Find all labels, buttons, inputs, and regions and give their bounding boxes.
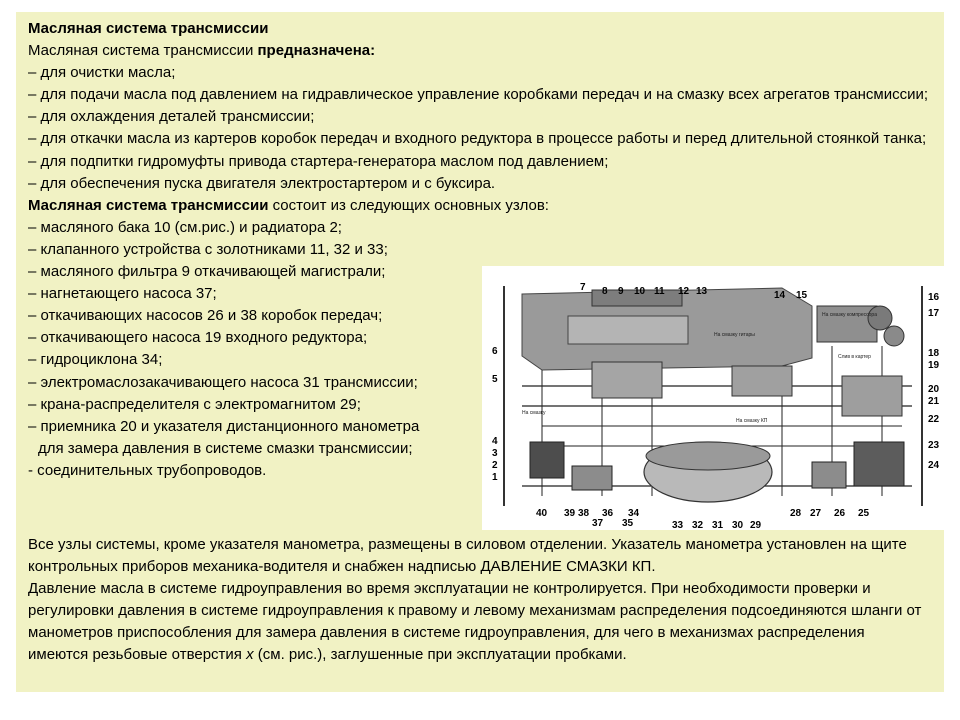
unit-item: – откачивающего насоса 19 входного редуктора; <box>28 329 368 347</box>
pressure-text-a: Давление масла в системе гидроуправления во время эксплуатации не контролируется. При необходимости проверки и регулировки давления в системе гидроуправления к правому и левому механизмам распределения подсоединяются шланги от манометров приспособления для замера давления в системе гидроуправления, для чего в механизмах распределения имеются резьбовые отверстия <box>28 580 922 664</box>
callout-label: 33 <box>672 520 684 530</box>
callout-label: 19 <box>928 360 940 371</box>
unit-item: – нагнетающего насоса 37; <box>28 285 217 303</box>
callout-label: 22 <box>928 414 940 425</box>
purpose-item: – для очистки масла; <box>28 64 176 82</box>
callout-label: 9 <box>618 286 624 297</box>
paragraph-placement: Все узлы системы, кроме указателя манометра, размещены в силовом отделении. Указатель манометра установлен на щите контрольных приборов механика-водителя и снабжен надписью ДАВЛЕНИЕ СМАЗКИ КП. <box>28 536 907 576</box>
callout-label: 34 <box>628 508 640 519</box>
unit-item: – крана-распределителя с электромагнитом 29; <box>28 395 361 413</box>
callout-label: 23 <box>928 440 940 451</box>
callout-label: 30 <box>732 520 744 530</box>
diagram-caption: На смазку компрессора <box>822 312 877 318</box>
intro-line <box>28 40 928 62</box>
composition-bold: Масляная система трансмиссии <box>28 196 269 214</box>
callout-label: 12 <box>678 286 690 297</box>
callout-label: 36 <box>602 508 614 519</box>
unit-item: – приемника 20 и указателя дистанционного манометра <box>28 417 420 435</box>
purpose-item: – для охлаждения деталей трансмиссии; <box>28 108 315 126</box>
callout-label: 24 <box>928 460 940 471</box>
paragraph-pressure <box>28 578 928 666</box>
callout-label: 4 <box>492 436 498 447</box>
callout-label: 25 <box>858 508 870 519</box>
callout-label: 40 <box>536 508 548 519</box>
callout-label: 18 <box>928 348 940 359</box>
callout-label: 7 <box>580 282 586 293</box>
callout-label: 31 <box>712 520 724 530</box>
callout-label: 28 <box>790 508 802 519</box>
diagram-caption: На смазку <box>522 410 546 416</box>
diagram-svg <box>482 266 944 530</box>
pressure-text-italic: х <box>246 646 254 664</box>
bottom-text <box>28 534 928 667</box>
unit-item: – масляного бака 10 (см.рис.) и радиатора 2; <box>28 218 342 236</box>
callout-label: 14 <box>774 290 786 301</box>
unit-item: – масляного фильтра 9 откачивающей магистрали; <box>28 263 386 281</box>
callout-label: 21 <box>928 396 940 407</box>
callout-label: 1 <box>492 472 498 483</box>
purpose-item: – для откачки масла из картеров коробок передач и входного редуктора в процессе работы и перед длительной стоянкой танка; <box>28 130 927 148</box>
callout-label: 35 <box>622 518 634 529</box>
unit-item: для замера давления в системе смазки трансмиссии; <box>38 439 413 457</box>
unit-item: – клапанного устройства с золотниками 11, 32 и 33; <box>28 240 388 258</box>
callout-label: 13 <box>696 286 708 297</box>
unit-item: – электромаслозакачивающего насоса 31 трансмиссии; <box>28 373 418 391</box>
slide-title: Масляная система трансмиссии <box>28 20 269 37</box>
callout-label: 26 <box>834 508 846 519</box>
callout-label: 5 <box>492 374 498 385</box>
callout-label: 38 <box>578 508 590 519</box>
diagram-caption: Слив в картер <box>838 354 871 360</box>
oil-system-diagram <box>482 266 944 530</box>
callout-label: 2 <box>492 460 498 471</box>
pressure-text-b: (см. рис.), заглушенные при эксплуатации пробками. <box>253 646 627 664</box>
callout-label: 27 <box>810 508 822 519</box>
callout-label: 32 <box>692 520 704 530</box>
purpose-item: – для обеспечения пуска двигателя электростартером и с буксира. <box>28 174 496 192</box>
callout-label: 37 <box>592 518 604 529</box>
callout-label: 16 <box>928 292 940 303</box>
unit-item: – откачивающих насосов 26 и 38 коробок передач; <box>28 307 383 325</box>
callout-label: 10 <box>634 286 646 297</box>
callout-label: 15 <box>796 290 808 301</box>
purpose-item: – для подпитки гидромуфты привода стартера-генератора маслом под давлением; <box>28 152 609 170</box>
purpose-item: – для подачи масла под давлением на гидравлическое управление коробками передач и на смазку всех агрегатов трансмиссии; <box>28 86 928 104</box>
composition-line <box>28 195 928 217</box>
intro-prefix: Масляная система трансмиссии <box>28 42 258 60</box>
callout-label: 11 <box>654 286 665 297</box>
callout-label: 6 <box>492 346 498 357</box>
diagram-caption: На смазку КП <box>736 418 768 424</box>
callout-label: 29 <box>750 520 762 530</box>
callout-label: 20 <box>928 384 940 395</box>
callout-label: 17 <box>928 308 940 319</box>
diagram-caption: На смазку гитары <box>714 332 755 338</box>
slide <box>16 12 944 692</box>
unit-item: - соединительных трубопроводов. <box>28 461 267 479</box>
callout-label: 3 <box>492 448 498 459</box>
callout-label: 39 <box>564 508 576 519</box>
composition-rest: состоит из следующих основных узлов: <box>268 196 549 214</box>
callout-label: 8 <box>602 286 608 297</box>
intro-bold: предназначена: <box>257 42 376 60</box>
unit-item: – гидроциклона 34; <box>28 351 163 369</box>
